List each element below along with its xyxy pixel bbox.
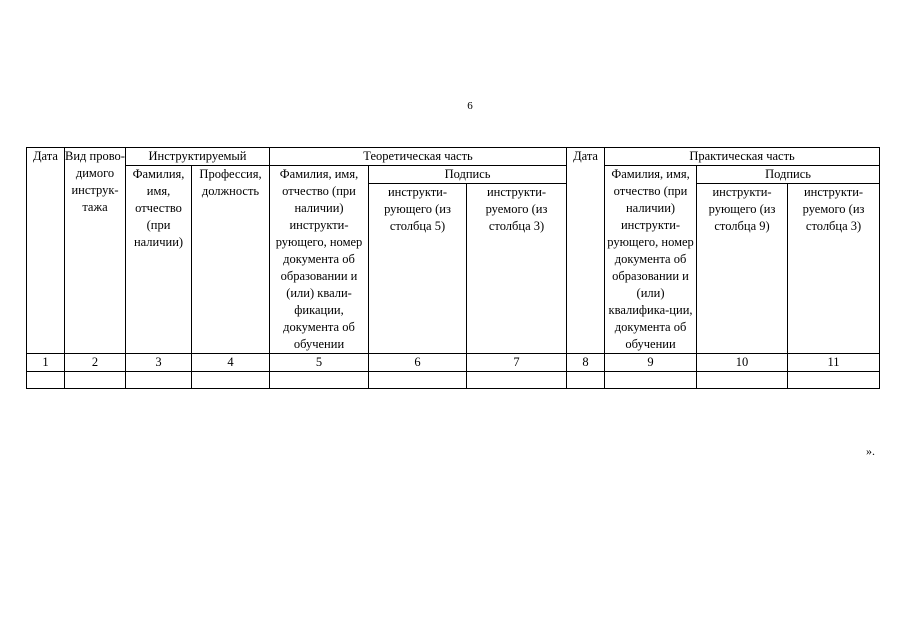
column-number: 9 [605,354,697,372]
column-number: 4 [192,354,270,372]
column-number: 1 [27,354,65,372]
header-briefing-type: Вид прово-димого инструк-тажа [65,148,126,354]
page-number: 6 [467,100,473,112]
header-row-1 [27,148,880,166]
header-theory-sign-instructor: инструкти-рующего (из столбца 5) [369,184,467,354]
table-cell [605,372,697,389]
column-number: 5 [270,354,369,372]
header-trainee-group: Инструктируемый [126,148,270,166]
header-practice-sign-instructor: инструкти-рующего (из столбца 9) [697,184,788,354]
column-number: 7 [467,354,567,372]
header-practice-instructor: Фамилия, имя, отчество (при наличии) инструкти-рующего, номер документа об образовании и (или) квалифика-ции, документа об обучении [605,166,697,354]
table-cell [192,372,270,389]
header-trainee-position: Профессия, должность [192,166,270,354]
header-practice-signature: Подпись [697,166,880,184]
empty-entry-row [27,372,880,389]
column-number: 8 [567,354,605,372]
table-cell [270,372,369,389]
column-number: 2 [65,354,126,372]
header-theory-signature: Подпись [369,166,567,184]
header-practice-group: Практическая часть [605,148,880,166]
header-practice-sign-trainee: инструкти-руемого (из столбца 3) [788,184,880,354]
table-cell [788,372,880,389]
table-cell [697,372,788,389]
header-theory-sign-trainee: инструкти-руемого (из столбца 3) [467,184,567,354]
header-theory-instructor: Фамилия, имя, отчество (при наличии) инструкти-рующего, номер документа об образовании и (или) квали-фикации, документа об обучении [270,166,369,354]
column-number: 10 [697,354,788,372]
table-cell [467,372,567,389]
closing-quote-mark: ». [866,444,875,458]
table-cell [27,372,65,389]
table-cell [126,372,192,389]
column-number-row [27,354,880,372]
header-date: Дата [27,148,65,354]
table-cell [369,372,467,389]
column-number: 3 [126,354,192,372]
table-cell [65,372,126,389]
column-number: 11 [788,354,880,372]
table-cell [567,372,605,389]
header-row-2 [27,166,880,184]
briefing-journal-table [26,147,880,389]
column-number: 6 [369,354,467,372]
header-trainee-name: Фамилия, имя, отчество (при наличии) [126,166,192,354]
header-practice-date: Дата [567,148,605,354]
header-theory-group: Теоретическая часть [270,148,567,166]
